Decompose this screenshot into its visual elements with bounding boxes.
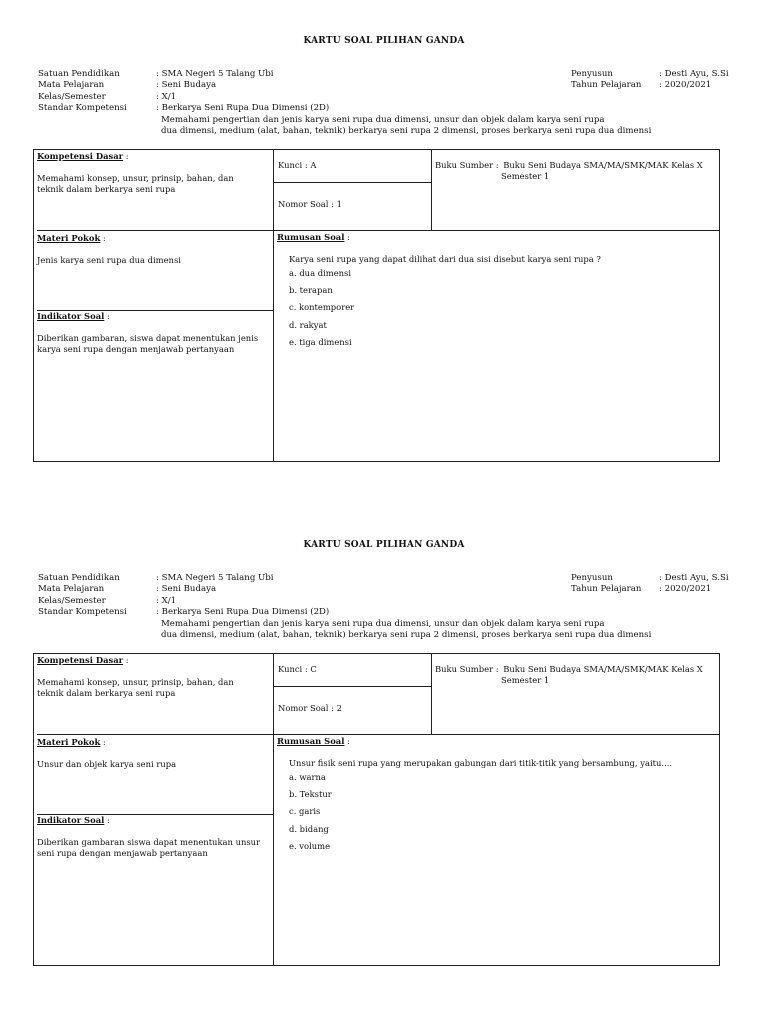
rumusan-colon: : xyxy=(344,736,350,746)
question-text: Karya seni rupa yang dapat dilihat dari dua sisi disebut karya seni rupa ? xyxy=(289,254,601,264)
materi-text: Unsur dan objek karya seni rupa xyxy=(37,759,177,769)
sk-value: : Berkarya Seni Rupa Dua Dimensi (2D) xyxy=(156,103,330,114)
tahun-value: : 2020/2021 xyxy=(659,80,712,91)
kd-label: Kompetensi Dasar xyxy=(37,151,124,161)
penyusun-label: Penyusun xyxy=(571,69,613,79)
nomor-cell xyxy=(273,182,431,230)
mapel-label: Mata Pelajaran xyxy=(38,80,105,91)
satuan-label: Satuan Pendidikan xyxy=(38,69,120,79)
rumusan-label: Rumusan Soal xyxy=(277,736,345,746)
satuan-label: Satuan Pendidikan xyxy=(38,573,120,583)
kunci-cell xyxy=(273,654,431,686)
identity-left xyxy=(38,69,329,115)
penyusun-value: : Desti Ayu, S.Si xyxy=(659,69,729,79)
indikator-label: Indikator Soal xyxy=(37,311,105,321)
buku-value: Buku Seni Budaya SMA/MA/SMK/MAK Kelas X xyxy=(503,160,703,170)
mapel-label: Mata Pelajaran xyxy=(38,584,105,595)
kelas-value: : X/1 xyxy=(156,91,177,102)
tahun-label: Tahun Pelajaran xyxy=(571,80,642,91)
materi-colon: : xyxy=(100,233,106,243)
sk-description xyxy=(161,115,651,138)
question-table xyxy=(33,653,720,966)
option-a: a. warna xyxy=(289,772,326,782)
nomor-text: Nomor Soal : 1 xyxy=(278,199,342,209)
kelas-label: Kelas/Semester xyxy=(38,91,106,102)
materi-text: Jenis karya seni rupa dua dimensi xyxy=(37,255,181,265)
card-title: KARTU SOAL PILIHAN GANDA xyxy=(303,36,465,46)
buku-label: Buku Sumber : xyxy=(435,664,499,674)
kunci-text: Kunci : A xyxy=(278,160,317,170)
question-table xyxy=(33,149,720,462)
kd-cell xyxy=(37,150,273,230)
sk-label: Standar Kompetensi xyxy=(38,607,127,618)
indikator-colon: : xyxy=(104,815,110,825)
mapel-value: : Seni Budaya xyxy=(156,80,217,91)
buku-value-line2: Semester 1 xyxy=(501,675,550,685)
identity-left xyxy=(38,573,329,619)
kelas-value: : X/1 xyxy=(156,595,177,606)
rumusan-cell xyxy=(273,230,719,461)
materi-cell xyxy=(37,230,273,310)
kd-colon: : xyxy=(123,151,129,161)
option-a: a. dua dimensi xyxy=(289,268,352,278)
tahun-label: Tahun Pelajaran xyxy=(571,584,642,595)
rumusan-colon: : xyxy=(344,232,350,242)
buku-label: Buku Sumber : xyxy=(435,160,499,170)
option-c: c. garis xyxy=(289,806,321,817)
identity-right xyxy=(571,69,729,92)
identity-right xyxy=(571,573,729,596)
question-text: Unsur fisik seni rupa yang merupakan gabungan dari titik-titik yang bersambung, yaitu.... xyxy=(289,758,673,768)
sk-line-2: Memahami pengertian dan jenis karya seni rupa dua dimensi, unsur dan objek dalam karya seni rupa xyxy=(161,618,605,629)
kd-label: Kompetensi Dasar xyxy=(37,655,124,665)
indikator-text: Diberikan gambaran, siswa dapat menentukan jenis karya seni rupa dengan menjawab pertanyaan xyxy=(37,333,259,354)
penyusun-label: Penyusun xyxy=(571,573,613,583)
option-list xyxy=(289,268,719,354)
option-b: b. Tekstur xyxy=(289,789,332,800)
option-e: e. tiga dimensi xyxy=(289,336,352,347)
materi-colon: : xyxy=(100,737,106,747)
option-list xyxy=(289,772,719,858)
indikator-text: Diberikan gambaran siswa dapat menentukan unsur seni rupa dengan menjawab pertanyaan xyxy=(37,837,261,858)
option-e: e. volume xyxy=(289,840,331,851)
nomor-text: Nomor Soal : 2 xyxy=(278,703,342,713)
buku-value: Buku Seni Budaya SMA/MA/SMK/MAK Kelas X xyxy=(503,664,703,674)
materi-label: Materi Pokok xyxy=(37,233,101,243)
indikator-cell xyxy=(37,814,273,965)
option-d: d. rakyat xyxy=(289,319,327,330)
sk-label: Standar Kompetensi xyxy=(38,103,127,114)
buku-cell xyxy=(431,150,719,230)
kd-cell xyxy=(37,654,273,734)
sk-description xyxy=(161,619,651,642)
option-b: b. terapan xyxy=(289,285,333,296)
option-d: d. bidang xyxy=(289,823,329,834)
kelas-label: Kelas/Semester xyxy=(38,595,106,606)
kd-text: Memahami konsep, unsur, prinsip, bahan, dan teknik dalam berkarya seni rupa xyxy=(37,677,234,698)
satuan-value: : SMA Negeri 5 Talang Ubi xyxy=(156,573,274,583)
kd-text: Memahami konsep, unsur, prinsip, bahan, dan teknik dalam berkarya seni rupa xyxy=(37,173,234,194)
card-title: KARTU SOAL PILIHAN GANDA xyxy=(303,540,465,550)
indikator-cell xyxy=(37,310,273,461)
sk-value: : Berkarya Seni Rupa Dua Dimensi (2D) xyxy=(156,607,330,618)
satuan-value: : SMA Negeri 5 Talang Ubi xyxy=(156,69,274,79)
materi-label: Materi Pokok xyxy=(37,737,101,747)
kunci-text: Kunci : C xyxy=(278,664,317,674)
penyusun-value: : Desti Ayu, S.Si xyxy=(659,573,729,583)
option-c: c. kontemporer xyxy=(289,302,355,313)
indikator-colon: : xyxy=(104,311,110,321)
mapel-value: : Seni Budaya xyxy=(156,584,217,595)
kd-colon: : xyxy=(123,655,129,665)
buku-cell xyxy=(431,654,719,734)
sk-line-3: dua dimensi, medium (alat, bahan, teknik) berkarya seni rupa 2 dimensi, proses berkarya seni rupa dua dimensi xyxy=(161,630,652,640)
rumusan-label: Rumusan Soal xyxy=(277,232,345,242)
materi-cell xyxy=(37,734,273,814)
buku-value-line2: Semester 1 xyxy=(501,171,550,181)
indikator-label: Indikator Soal xyxy=(37,815,105,825)
rumusan-cell xyxy=(273,734,719,965)
tahun-value: : 2020/2021 xyxy=(659,584,712,595)
sk-line-3: dua dimensi, medium (alat, bahan, teknik) berkarya seni rupa 2 dimensi, proses berkarya seni rupa dua dimensi xyxy=(161,126,652,136)
kunci-cell xyxy=(273,150,431,182)
sk-line-2: Memahami pengertian dan jenis karya seni rupa dua dimensi, unsur dan objek dalam karya seni rupa xyxy=(161,114,605,125)
nomor-cell xyxy=(273,686,431,734)
